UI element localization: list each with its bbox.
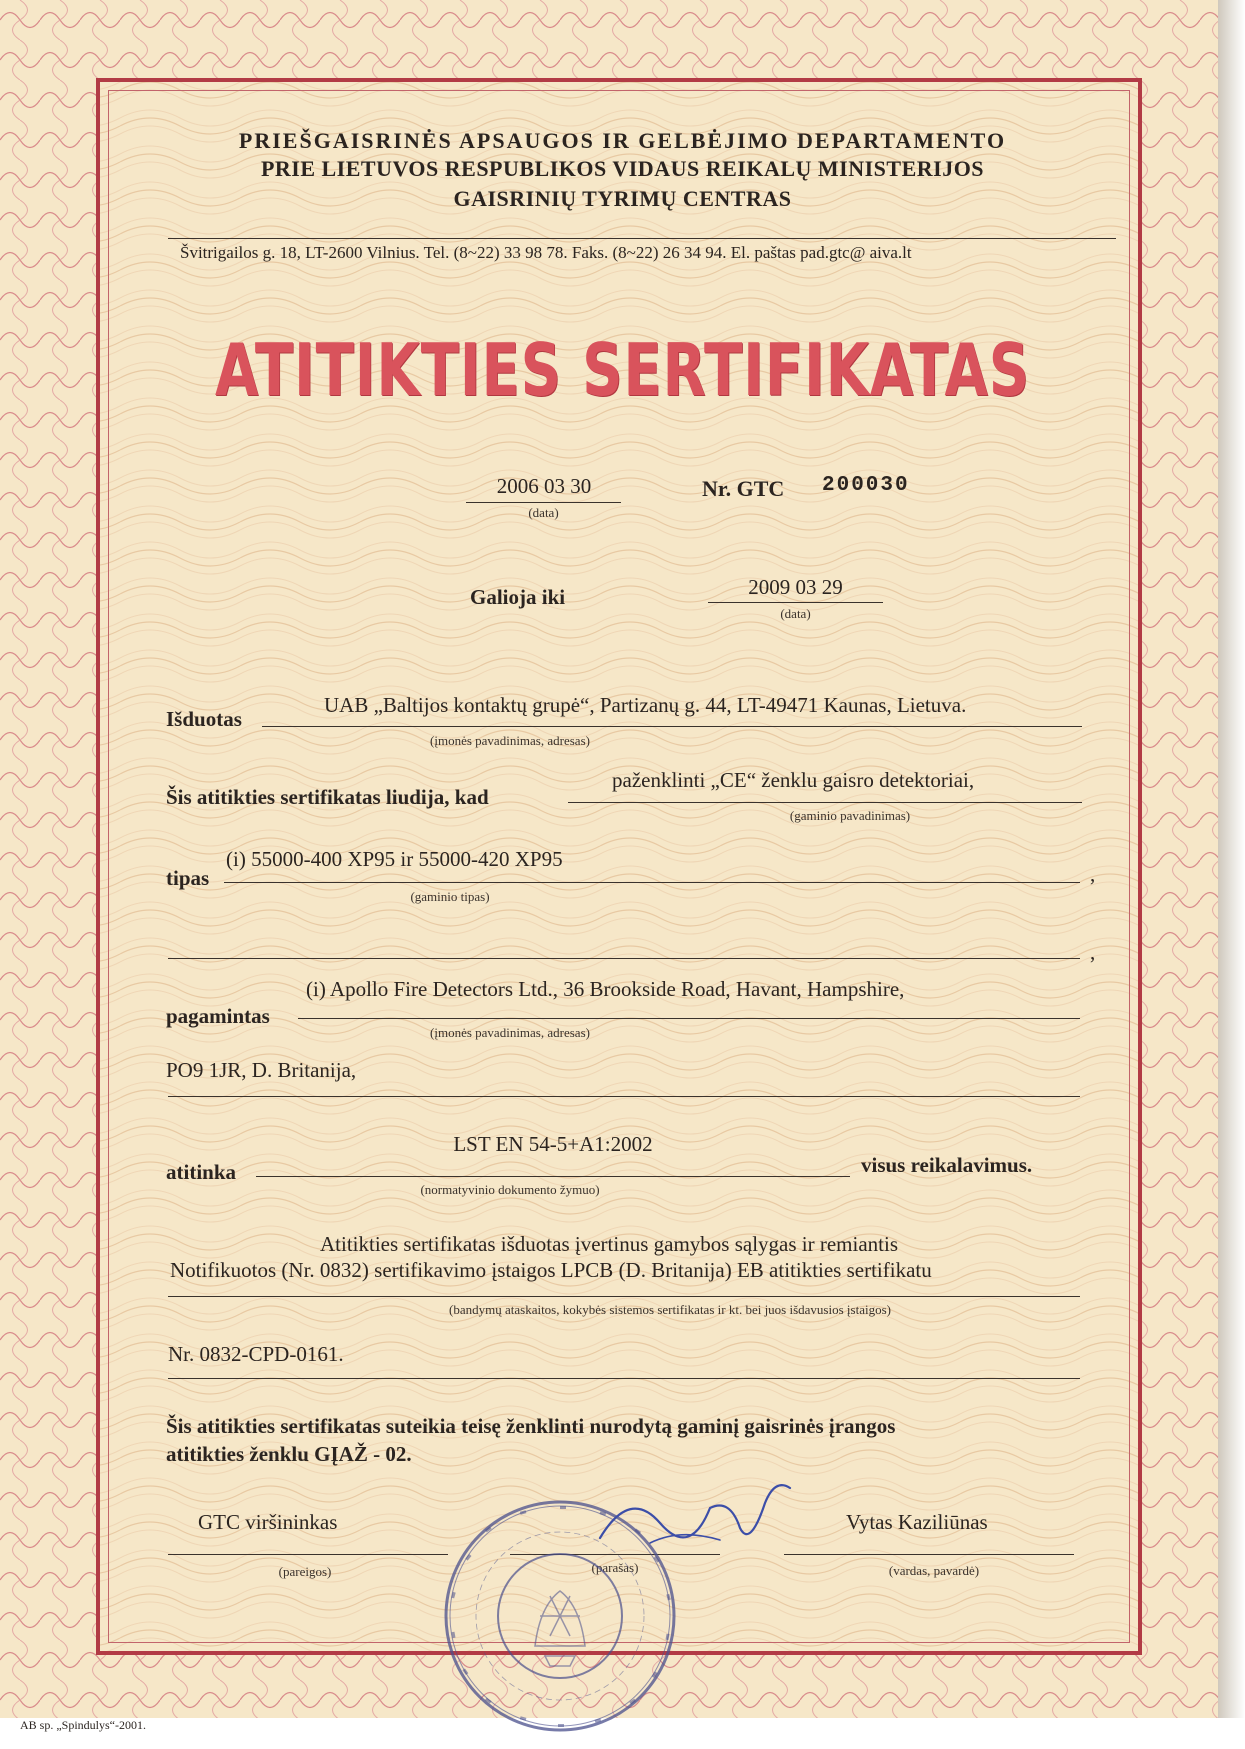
product-label: Šis atitikties sertifikatas liudija, kad (166, 785, 489, 809)
basis-line-2-rule (168, 1378, 1080, 1379)
header-line-3: GAISRINIŲ TYRIMŲ CENTRAS (453, 186, 792, 211)
scan-edge-right (1218, 0, 1245, 1749)
issue-date-caption: (data) (528, 505, 559, 520)
grant-line-1: Šis atitikties sertifikatas suteikia teisę ženklinti nurodytą gaminį gaisrinės įrangos (166, 1414, 896, 1438)
issued-to-caption: (įmonės pavadinimas, adresas) (430, 733, 590, 748)
type-extra-comma: , (1090, 940, 1096, 964)
name-line (784, 1554, 1074, 1555)
header-line-2: PRIE LIETUVOS RESPUBLIKOS VIDAUS REIKALŲ MINISTERIJOS (260, 156, 985, 181)
basis-caption: (bandymų ataskaitos, kokybės sistemos sertifikatas ir kt. bei juos išdavusios įstaigos) (449, 1302, 891, 1317)
issued-to-value: UAB „Baltijos kontaktų grupė“, Partizanų g. 44, LT-49471 Kaunas, Lietuva. (324, 693, 967, 717)
certificate-number: 200030 (822, 474, 910, 497)
signer-name: Vytas Kaziliūnas (846, 1510, 988, 1534)
manufacturer-line-2 (168, 1096, 1080, 1097)
basis-line-3: Nr. 0832-CPD-0161. (168, 1342, 344, 1366)
manufacturer-label: pagamintas (166, 1004, 270, 1028)
name-caption: (vardas, pavardė) (888, 1563, 980, 1578)
signature-caption: (parašas) (591, 1560, 639, 1575)
handwritten-signature (590, 1468, 800, 1558)
type-value: (i) 55000-400 XP95 ir 55000-420 XP95 (226, 847, 563, 871)
type-label: tipas (166, 866, 210, 890)
issue-date-line (466, 502, 621, 503)
conforms-suffix: visus reikalavimus. (861, 1153, 1033, 1177)
basis-line (168, 1296, 1080, 1297)
manufacturer-value: (i) Apollo Fire Detectors Ltd., 36 Brookside Road, Havant, Hampshire, (306, 977, 905, 1001)
number-label: Nr. GTC (702, 476, 785, 501)
manufacturer-value-2: PO9 1JR, D. Britanija, (166, 1058, 357, 1082)
conforms-line (256, 1176, 850, 1177)
header-line-1: PRIEŠGAISRINĖS APSAUGOS IR GELBĖJIMO DEPARTAMENTO (238, 128, 1007, 153)
manufacturer-line (298, 1018, 1080, 1019)
signer-position: GTC viršininkas (198, 1510, 338, 1534)
product-value: paženklinti „CE“ ženklu gaisro detektoriai, (612, 768, 975, 792)
type-extra-line (168, 958, 1080, 959)
validity-caption: (data) (780, 606, 811, 621)
type-comma: , (1090, 862, 1096, 886)
header-address: Švitrigailos g. 18, LT-2600 Vilnius. Tel. (8~22) 33 98 78. Faks. (8~22) 26 34 94. El. paštas pad.gtc@ aiva.lt (180, 243, 912, 262)
issued-to-line (262, 726, 1082, 727)
issue-date: 2006 03 30 (496, 474, 592, 498)
validity-date: 2009 03 29 (748, 575, 843, 599)
certificate-title: ATITIKTIES SERTIFIKATAS (214, 328, 1031, 412)
basis-line-2: Notifikuotos (Nr. 0832) sertifikavimo įstaigos LPCB (D. Britanija) EB atitikties sertifikatu (170, 1258, 932, 1282)
position-caption: (pareigos) (278, 1564, 332, 1579)
issued-to-label: Išduotas (166, 707, 242, 731)
manufacturer-caption: (įmonės pavadinimas, adresas) (430, 1025, 590, 1040)
conforms-label: atitinka (166, 1160, 237, 1184)
basis-line-1: Atitikties sertifikatas išduotas įvertinus gamybos sąlygas ir remiantis (320, 1232, 898, 1256)
type-caption: (gaminio tipas) (410, 889, 490, 904)
grant-line-2: atitikties ženklu GĮAŽ - 02. (166, 1442, 412, 1466)
conforms-value: LST EN 54-5+A1:2002 (453, 1132, 653, 1156)
header-rule (168, 238, 1116, 239)
validity-line (708, 602, 883, 603)
printer-imprint: AB sp. „Spindulys“-2001. (20, 1718, 146, 1732)
type-line (224, 882, 1080, 883)
conforms-caption: (normatyvinio dokumento žymuo) (420, 1182, 600, 1197)
product-line (568, 802, 1082, 803)
position-line (168, 1554, 448, 1555)
product-caption: (gaminio pavadinimas) (789, 808, 911, 823)
validity-label: Galioja iki (470, 585, 566, 609)
